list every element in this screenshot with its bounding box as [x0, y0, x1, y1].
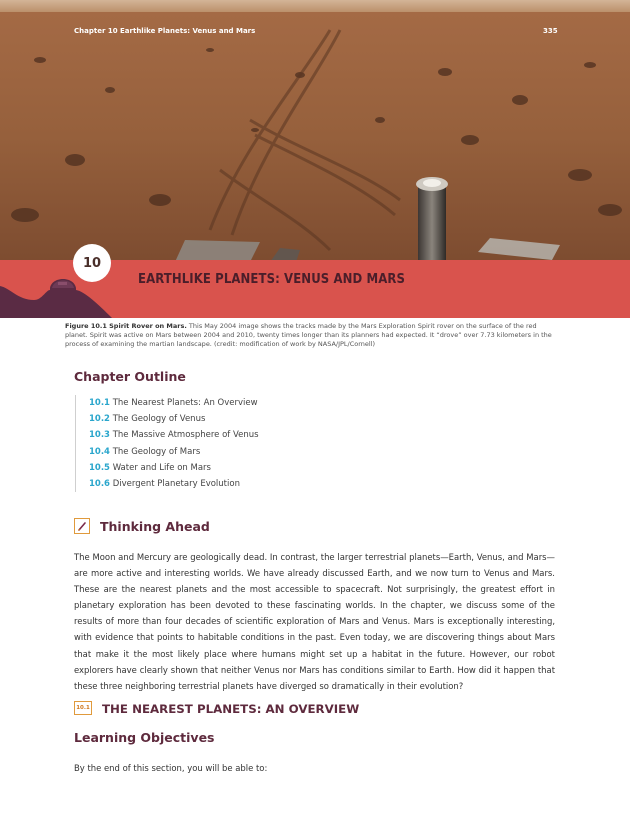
figure-caption-text: This May 2004 image shows the tracks made by the Mars Exploration Spirit rover on the surface of the red planet. Spirit was active on Mars between 2004 and 2010, twenty times longer than its planners had expected. It “drove” over 7.73 kilometers in the process of examining the martian landscape. (credit: modification of work by NASA/JPL/Cornell) [65, 322, 552, 348]
outline-item-number: 10.6 [89, 478, 110, 489]
section-number-badge: 10.1 [74, 701, 92, 715]
pencil-icon [74, 518, 90, 534]
observatory-silhouette-icon [0, 260, 140, 318]
outline-item-number: 10.1 [89, 398, 110, 408]
outline-item-label: The Nearest Planets: An Overview [112, 398, 258, 408]
chapter-outline-heading: Chapter Outline [74, 369, 186, 384]
chapter-title: EARTHLIKE PLANETS: VENUS AND MARS [138, 272, 406, 287]
thinking-ahead-heading: Thinking Ahead [100, 519, 210, 534]
chapter-outline-list [75, 395, 259, 492]
outline-item-10-5[interactable] [89, 460, 259, 476]
learning-objectives-heading: Learning Objectives [74, 730, 215, 745]
outline-item-10-3[interactable] [89, 427, 259, 443]
outline-item-label: Divergent Planetary Evolution [112, 478, 240, 489]
running-head: Chapter 10 Earthlike Planets: Venus and Mars [74, 27, 256, 35]
figure-label: Figure 10.1 Spirit Rover on Mars. [65, 322, 187, 330]
outline-item-label: The Geology of Mars [112, 446, 201, 457]
figure-caption [65, 322, 555, 349]
outline-item-10-1[interactable] [89, 395, 259, 411]
outline-item-number: 10.5 [89, 462, 110, 473]
outline-item-label: The Massive Atmosphere of Venus [112, 430, 259, 441]
outline-item-number: 10.4 [89, 446, 110, 457]
chapter-number-badge: 10 [73, 244, 111, 282]
outline-item-label: Water and Life on Mars [112, 462, 211, 473]
outline-item-number: 10.3 [89, 430, 110, 441]
mars-surface-illustration [0, 0, 630, 262]
section-title: THE NEAREST PLANETS: AN OVERVIEW [102, 702, 360, 716]
outline-item-label: The Geology of Venus [112, 414, 206, 425]
outline-item-10-4[interactable] [89, 444, 259, 460]
learning-objectives-intro: By the end of this section, you will be able to: [74, 763, 268, 773]
thinking-ahead-paragraph: The Moon and Mercury are geologically dead. In contrast, the larger terrestrial planets—Earth, Venus, and Mars—are more active and interesting worlds. We have already discussed Earth, and we now turn to Venus and Mars. These are the nearest planets and the most accessible to spacecraft. Not surprisingly, the greatest effort in planetary exploration has been devoted to these fascinating worlds. In the chapter, we discuss some of the results of more than four decades of scientific exploration of Mars and Venus. Mars is exceptionally interesting, with evidence that points to habitable conditions in the past. Even today, we are discovering things about Mars that make it the most likely place where humans might set up a habitat in the future. However, our robot explorers have clearly shown that neither Venus nor Mars has conditions similar to Earth. How did it happen that these three neighboring terrestrial planets have diverged so dramatically in their evolution? [74, 552, 555, 691]
outline-item-10-2[interactable] [89, 411, 259, 427]
outline-item-10-6[interactable] [89, 476, 259, 492]
outline-item-number: 10.2 [89, 414, 110, 425]
chapter-opener-photo [0, 0, 630, 262]
page-number: 335 [543, 27, 558, 35]
